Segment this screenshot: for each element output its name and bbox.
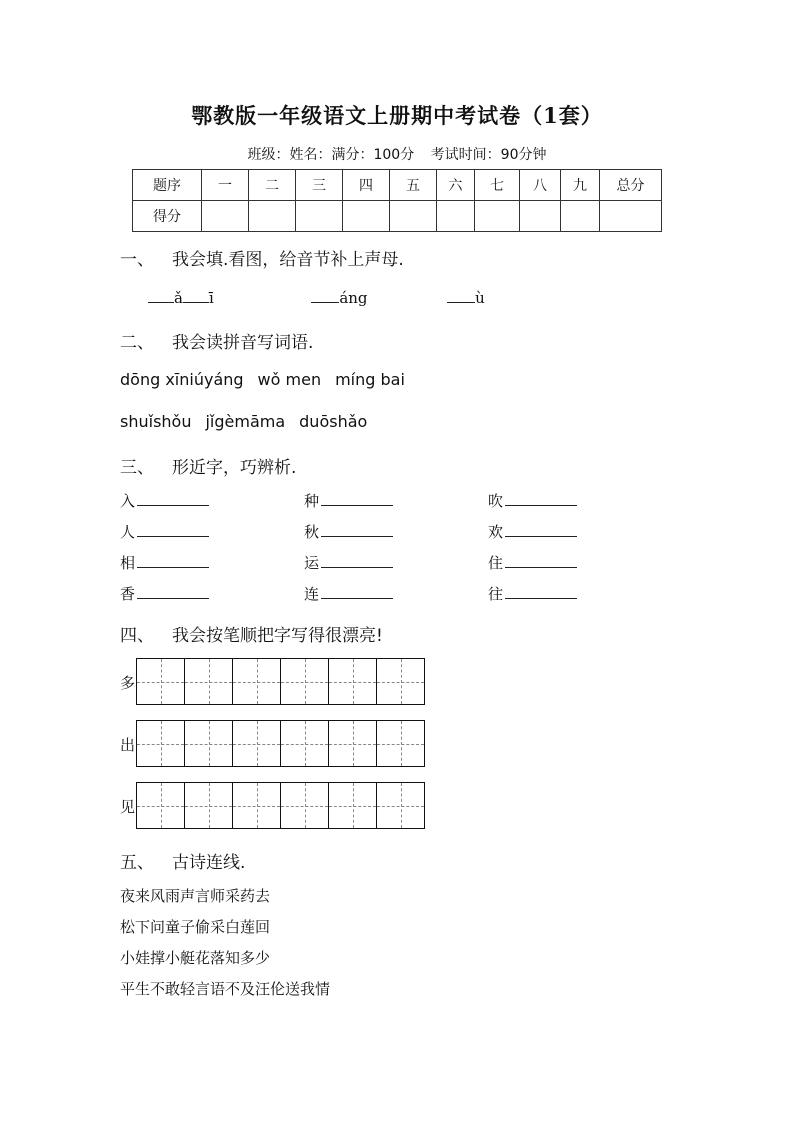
- fill-blank[interactable]: [148, 288, 174, 303]
- fill-blank[interactable]: [137, 490, 209, 506]
- writing-cell[interactable]: [377, 721, 424, 766]
- fill-blank[interactable]: [137, 521, 209, 537]
- char-label: 人: [120, 523, 136, 541]
- syllable-final: ù: [475, 289, 485, 307]
- pinyin-word: dōng xīniúyáng: [120, 370, 244, 389]
- char-label: 连: [304, 585, 320, 603]
- char-blank-item: [304, 583, 393, 604]
- poem-line: 松下问童子偷采白莲回: [120, 918, 271, 936]
- writing-cell[interactable]: [377, 659, 424, 704]
- section-title: 我会按笔顺把字写得很漂亮!: [172, 626, 383, 646]
- syllable-final: ǎ: [174, 289, 183, 307]
- char-label: 欢: [488, 523, 504, 541]
- pinyin-line-2: [120, 412, 381, 431]
- writing-cell[interactable]: [329, 659, 377, 704]
- writing-cell[interactable]: [233, 659, 281, 704]
- pinyin-word: duōshǎo: [299, 412, 368, 431]
- score-cell[interactable]: [600, 201, 662, 232]
- pinyin-line-1: [120, 370, 419, 389]
- char-label: 种: [304, 492, 320, 510]
- section-title: 我会读拼音写词语.: [172, 333, 314, 353]
- header-cell: 总分: [600, 170, 662, 201]
- exam-time-label: 考试时间：90分钟: [430, 147, 547, 163]
- writing-cell[interactable]: [137, 721, 185, 766]
- class-name-score-label: 班级：姓名：满分：100分: [247, 147, 415, 163]
- score-cell[interactable]: [249, 201, 296, 232]
- fill-blank[interactable]: [321, 490, 393, 506]
- writing-cell[interactable]: [233, 783, 281, 828]
- header-cell: 一: [202, 170, 249, 201]
- section-number: 二、: [120, 333, 154, 353]
- header-cell: 五: [390, 170, 437, 201]
- section-2-heading: [120, 328, 313, 353]
- char-blank-item: [120, 552, 209, 573]
- char-blank-item: [120, 583, 209, 604]
- writing-cell[interactable]: [137, 783, 185, 828]
- writing-cell[interactable]: [185, 659, 233, 704]
- writing-cell[interactable]: [329, 783, 377, 828]
- header-cell: 三: [296, 170, 343, 201]
- header-cell: 四: [343, 170, 390, 201]
- char-blank-item: [488, 583, 577, 604]
- page-title: 鄂教版一年级语文上册期中考试卷（1套）: [191, 103, 603, 128]
- score-cell[interactable]: [296, 201, 343, 232]
- tianzige-grid: [136, 658, 425, 705]
- header-cell: 题序: [133, 170, 202, 201]
- fill-blank[interactable]: [137, 552, 209, 568]
- fill-blank[interactable]: [321, 583, 393, 599]
- fill-blank[interactable]: [137, 583, 209, 599]
- row-label-cell: 得分: [133, 201, 202, 232]
- pinyin-word: shuǐshǒu: [120, 412, 192, 431]
- score-cell[interactable]: [343, 201, 390, 232]
- section-title: 我会填.看图，给音节补上声母.: [172, 250, 404, 270]
- initials-fill-row: [148, 288, 485, 307]
- fill-blank[interactable]: [505, 490, 577, 506]
- header-cell: 二: [249, 170, 296, 201]
- fill-blank[interactable]: [183, 288, 209, 303]
- char-blank-item: [304, 521, 393, 542]
- char-label: 入: [120, 492, 136, 510]
- score-table: [132, 169, 662, 232]
- char-blank-item: [304, 552, 393, 573]
- score-cell[interactable]: [437, 201, 475, 232]
- writing-cell[interactable]: [185, 783, 233, 828]
- score-cell[interactable]: [390, 201, 437, 232]
- section-4-heading: [120, 621, 383, 646]
- char-label: 住: [488, 554, 504, 572]
- char-label: 相: [120, 554, 136, 572]
- char-blank-item: [120, 490, 209, 511]
- tianzige-grid: [136, 782, 425, 829]
- header-cell: 七: [475, 170, 520, 201]
- section-title: 古诗连线.: [172, 853, 246, 873]
- practice-char: 见: [120, 798, 136, 816]
- fill-blank[interactable]: [321, 521, 393, 537]
- fill-blank[interactable]: [505, 552, 577, 568]
- score-table-score-row: [133, 201, 662, 232]
- pinyin-word: míng bai: [335, 370, 405, 389]
- char-blank-item: [488, 552, 577, 573]
- fill-blank[interactable]: [505, 521, 577, 537]
- section-1-heading: [120, 245, 404, 270]
- poem-line: 小娃撑小艇花落知多少: [120, 949, 271, 967]
- char-label: 运: [304, 554, 320, 572]
- writing-cell[interactable]: [281, 721, 329, 766]
- writing-cell[interactable]: [329, 721, 377, 766]
- char-blank-item: [120, 521, 209, 542]
- writing-cell[interactable]: [185, 721, 233, 766]
- char-label: 香: [120, 585, 136, 603]
- section-number: 五、: [120, 853, 154, 873]
- char-blank-item: [304, 490, 393, 511]
- fill-blank[interactable]: [321, 552, 393, 568]
- section-title: 形近字，巧辨析.: [172, 458, 297, 478]
- char-label: 往: [488, 585, 504, 603]
- char-label: 秋: [304, 523, 320, 541]
- writing-cell[interactable]: [377, 783, 424, 828]
- poem-line: 平生不敢轻言语不及汪伦送我情: [120, 980, 331, 998]
- pinyin-word: jǐgèmāma: [205, 412, 286, 431]
- writing-cell[interactable]: [281, 783, 329, 828]
- section-number: 三、: [120, 458, 154, 478]
- section-number: 一、: [120, 250, 154, 270]
- pinyin-word: wǒ men: [257, 370, 322, 389]
- syllable-final: áng: [339, 289, 368, 307]
- section-5-heading: [120, 848, 245, 873]
- section-number: 四、: [120, 626, 154, 646]
- writing-cell[interactable]: [137, 659, 185, 704]
- char-blank-item: [488, 521, 577, 542]
- section-3-heading: [120, 453, 296, 478]
- score-cell[interactable]: [475, 201, 520, 232]
- char-blank-item: [488, 490, 577, 511]
- practice-char: 出: [120, 736, 136, 754]
- fill-blank[interactable]: [447, 288, 475, 303]
- score-cell[interactable]: [202, 201, 249, 232]
- poem-line: 夜来风雨声言师采药去: [120, 887, 271, 905]
- score-table-header-row: [133, 170, 662, 201]
- header-cell: 六: [437, 170, 475, 201]
- score-cell[interactable]: [561, 201, 600, 232]
- fill-blank[interactable]: [505, 583, 577, 599]
- syllable-final: ī: [208, 289, 214, 307]
- tianzige-grid: [136, 720, 425, 767]
- header-cell: 八: [520, 170, 561, 201]
- writing-cell[interactable]: [233, 721, 281, 766]
- fill-blank[interactable]: [311, 288, 339, 303]
- practice-char: 多: [120, 674, 136, 692]
- header-cell: 九: [561, 170, 600, 201]
- exam-info: [0, 144, 794, 164]
- score-cell[interactable]: [520, 201, 561, 232]
- writing-cell[interactable]: [281, 659, 329, 704]
- char-label: 吹: [488, 492, 504, 510]
